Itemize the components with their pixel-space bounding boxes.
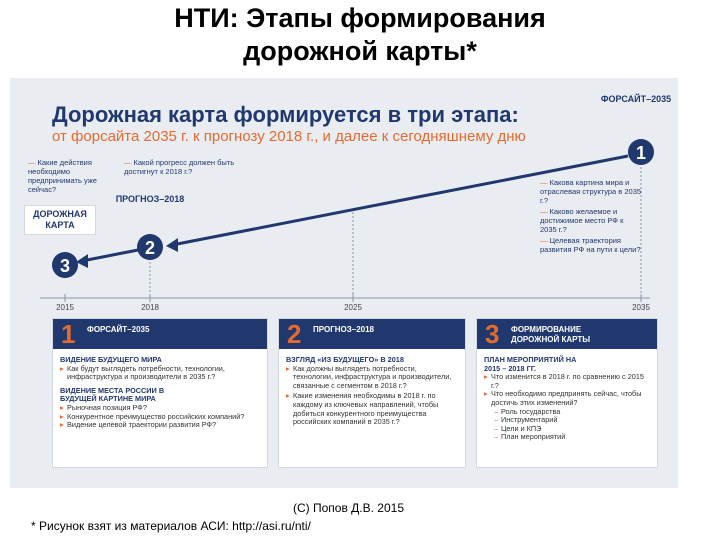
panel-3-section-1-title: ПЛАН МЕРОПРИЯТИЙ НА 2015 – 2018 ГГ.: [484, 355, 577, 373]
source-footnote: * Рисунок взят из материалов АСИ: http://asi.ru/nti/: [31, 519, 311, 533]
panel-1-item: ▸ Рыночная позиция РФ?: [60, 404, 260, 413]
panel-2-section-1-title: ВЗГЛЯД «ИЗ БУДУЩЕГО» В 2018: [286, 355, 404, 364]
panel-2-item: ▸ Какие изменения необходимы в 2018 г. по каждому из ключевых направлений, чтобы добиться конкурентного преимущества российских компаний в 2035 г.?: [286, 392, 458, 426]
questions-left: [28, 158, 120, 194]
question-mid-1: — Какой прогресс должен быть достигнут к 2018 г.?: [124, 158, 235, 176]
panel-3-body: [477, 349, 657, 447]
question-right-3: — Целевая траектория развития РФ на пути к цели?: [540, 236, 641, 254]
panel-2-body: [279, 349, 465, 432]
stage-3-label: ДОРОЖНАЯ КАРТА: [24, 205, 96, 235]
panel-forecast-2018: [278, 318, 466, 468]
question-left-1: — Какие действия необходимо предпринимать уже сейчас?: [28, 158, 97, 194]
slide-title-line1: НТИ: Этапы формирования: [174, 3, 546, 33]
panel-3-dash-item: – Инструментарий: [494, 416, 650, 425]
stage-1-number: 1: [635, 143, 647, 163]
arrow-line-2018-to-2015: [82, 250, 138, 261]
panel-3-dash-item: – План мероприятий: [494, 433, 650, 442]
panel-1-item: ▸ Как будут выглядеть потребности, технологии, инфраструктура и производители в 2035 г.?: [60, 365, 260, 382]
panel-3-item: ▸ Что изменится в 2018 г. по сравнению с 2015 г.?: [484, 373, 650, 390]
stage-1-label: ФОРСАЙТ–2035: [600, 94, 672, 104]
panel-foresight-2035: [52, 318, 268, 468]
slide-title: [0, 2, 720, 68]
panel-1-header: [53, 319, 267, 349]
year-2025: 2025: [344, 303, 362, 312]
panel-2-title: ПРОГНОЗ–2018: [313, 325, 374, 334]
panel-roadmap-formation: [476, 318, 658, 468]
questions-right: [540, 178, 642, 254]
figure-subheading: от форсайта 2035 г. к прогнозу 2018 г., и далее к сегодняшнему дню: [52, 128, 526, 145]
panel-3-title: ФОРМИРОВАНИЕ ДОРОЖНОЙ КАРТЫ: [511, 325, 591, 344]
figure-heading: Дорожная карта формируется в три этапа:: [52, 102, 519, 127]
year-2035: 2035: [632, 303, 650, 312]
panel-2-number: 2: [287, 319, 302, 349]
panel-3-dash-item: – Роль государства: [494, 408, 650, 417]
panel-2-header: [279, 319, 465, 349]
author-credit: (С) Попов Д.В. 2015: [293, 501, 404, 515]
arrowhead-2018: [166, 238, 178, 252]
panel-3-header: [477, 319, 657, 349]
year-2018: 2018: [141, 303, 159, 312]
panel-1-section-2-title: ВИДЕНИЕ МЕСТА РОССИИ В БУДУЩЕЙ КАРТИНЕ МИРА: [60, 385, 165, 404]
year-2015: 2015: [56, 303, 74, 312]
question-right-1: — Какова картина мира и отраслевая структура в 2035 г.?: [540, 178, 642, 205]
panel-1-body: [53, 349, 267, 435]
panel-3-dash-item: – Цели и КПЭ: [494, 425, 650, 434]
panel-1-item: ▸ Видение целевой траектории развития РФ?: [60, 421, 260, 430]
stage-2-label: ПРОГНОЗ–2018: [115, 194, 185, 204]
panel-1-number: 1: [61, 319, 76, 349]
slide-title-line2: дорожной карты*: [243, 36, 477, 66]
panel-3-number: 3: [485, 319, 500, 349]
panel-2-item: ▸ Как должны выглядеть потребности, технологии, инфраструктура и производители, связанные с сегментом в 2018 г.?: [286, 365, 458, 391]
questions-mid: [124, 158, 236, 176]
stage-2-number: 2: [144, 238, 156, 258]
stage-3-number: 3: [59, 256, 71, 276]
panel-1-title: ФОРСАЙТ–2035: [87, 325, 150, 334]
panel-1-item: ▸ Конкурентное преимущество российских компаний?: [60, 413, 260, 422]
panel-3-item: ▸ Что необходимо предпринять сейчас, чтобы достичь этих изменений?: [484, 390, 650, 407]
roadmap-figure: [10, 78, 678, 488]
question-right-2: — Каково желаемое и достижимое место РФ к 2035 г.?: [540, 207, 624, 234]
panel-1-section-1-title: ВИДЕНИЕ БУДУЩЕГО МИРА: [60, 355, 162, 364]
